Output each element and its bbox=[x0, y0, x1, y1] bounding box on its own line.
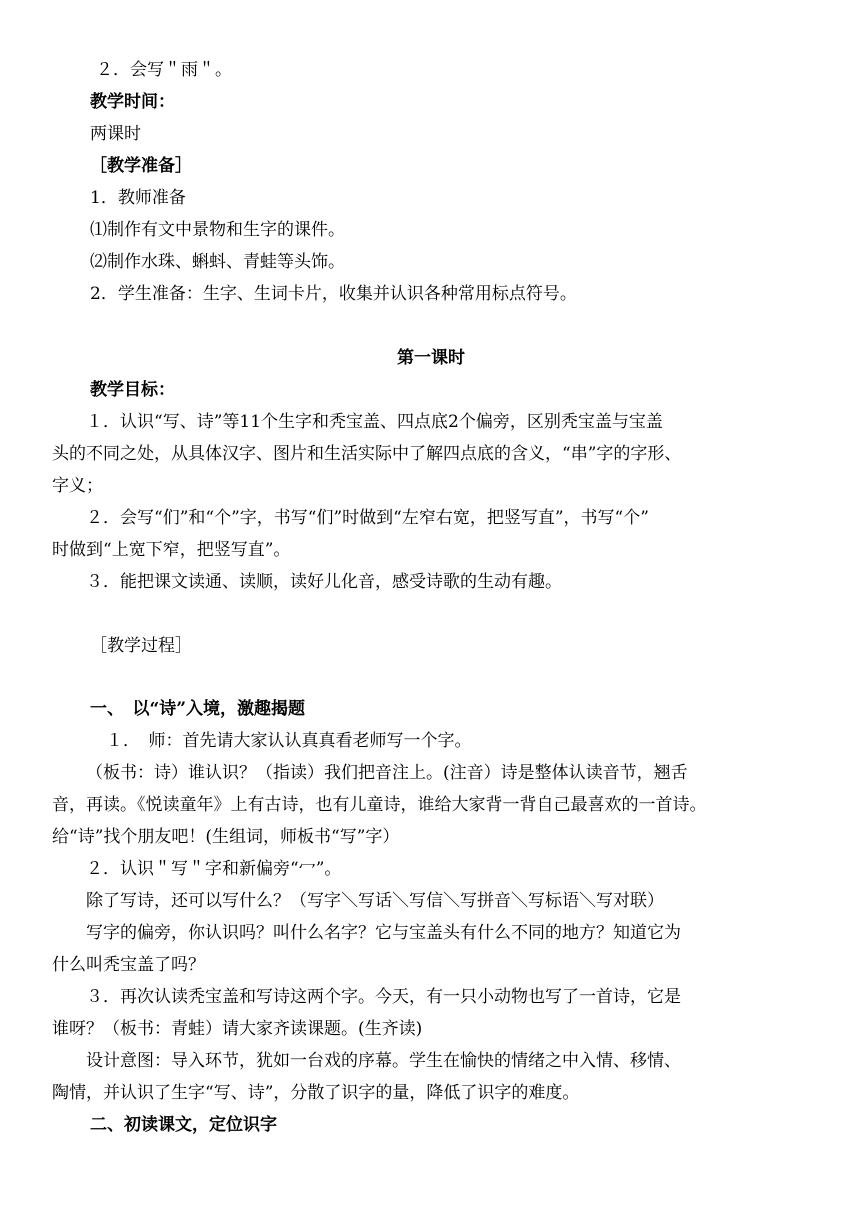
design-intent-line-2: 陶情，并认识了生字“写、诗”，分散了识字的量，降低了识字的难度。 bbox=[52, 1083, 580, 1103]
objective-write-rain: ２．会写＂雨＂。 bbox=[96, 60, 232, 80]
design-intent-line-1: 设计意图：导入环节，犹如一台戏的序幕。学生在愉快的情绪之中入情、移情、 bbox=[86, 1051, 681, 1071]
goal-2-line-1: ２．会写“们”和“个”字，书写“们”时做到“左窄右宽，把竖写直”，书写“个” bbox=[86, 508, 649, 528]
teacher-prep-item-1: ⑴制作有文中景物和生字的课件。 bbox=[90, 220, 345, 240]
step-3-line-2: 谁呀？（板书：青蛙）请大家齐读课题。(生齐读) bbox=[52, 1019, 423, 1039]
teaching-time-value: 两课时 bbox=[90, 124, 141, 144]
goal-1-line-2: 头的不同之处，从具体汉字、图片和生活实际中了解四点底的含义，“串”字的字形、 bbox=[52, 444, 682, 464]
goal-1-line-1: １．认识“写、诗”等11个生字和秃宝盖、四点底2个偏旁，区别秃宝盖与宝盖 bbox=[86, 412, 663, 432]
step-1-para-line-2: 音，再读。《悦读童年》上有古诗，也有儿童诗，谁给大家背一背自己最喜欢的一首诗。 bbox=[52, 795, 707, 815]
teaching-time-heading: 教学时间： bbox=[90, 92, 175, 112]
goal-2-line-2: 时做到“上宽下窄，把竖写直”。 bbox=[52, 540, 291, 560]
step-3-line-1: ３．再次认读秃宝盖和写诗这两个字。今天，有一只小动物也写了一首诗，它是 bbox=[86, 987, 681, 1007]
section-2-heading: 二、初读课文，定位识字 bbox=[90, 1115, 277, 1135]
teaching-process-heading: ［教学过程］ bbox=[90, 636, 192, 656]
teacher-prep: 1．教师准备 bbox=[90, 188, 186, 208]
step-1: １． 师：首先请大家认认真真看老师写一个字。 bbox=[106, 731, 472, 751]
step-2-question: 除了写诗，还可以写什么？（写字＼写话＼写信＼写拼音＼写标语＼写对联） bbox=[86, 891, 664, 911]
teacher-prep-item-2: ⑵制作水珠、蝌蚪、青蛙等头饰。 bbox=[90, 252, 345, 272]
lesson-one-title: 第一课时 bbox=[397, 348, 465, 368]
step-2-para-line-1: 写字的偏旁，你认识吗？叫什么名字？它与宝盖头有什么不同的地方？知道它为 bbox=[86, 923, 681, 943]
step-2-para-line-2: 什么叫秃宝盖了吗？ bbox=[52, 955, 205, 975]
step-1-para-line-1: （板书：诗）谁认识？（指读）我们把音注上。(注音）诗是整体认读音节，翘舌 bbox=[86, 763, 688, 783]
goal-1-line-3: 字义； bbox=[52, 476, 103, 496]
teaching-goals-heading: 教学目标： bbox=[90, 380, 175, 400]
section-1-heading: 一、 以“诗”入境，激趣揭题 bbox=[90, 699, 306, 719]
student-prep: 2．学生准备：生字、生词卡片，收集并认识各种常用标点符号。 bbox=[90, 284, 577, 304]
teaching-prep-heading: ［教学准备］ bbox=[90, 156, 192, 176]
goal-3: ３．能把课文读通、读顺，读好儿化音，感受诗歌的生动有趣。 bbox=[86, 572, 562, 592]
step-1-para-line-3: 给“诗”找个朋友吧！(生组词，师板书“写”字） bbox=[52, 827, 400, 847]
step-2: ２．认识＂写＂字和新偏旁“冖”。 bbox=[86, 859, 342, 879]
